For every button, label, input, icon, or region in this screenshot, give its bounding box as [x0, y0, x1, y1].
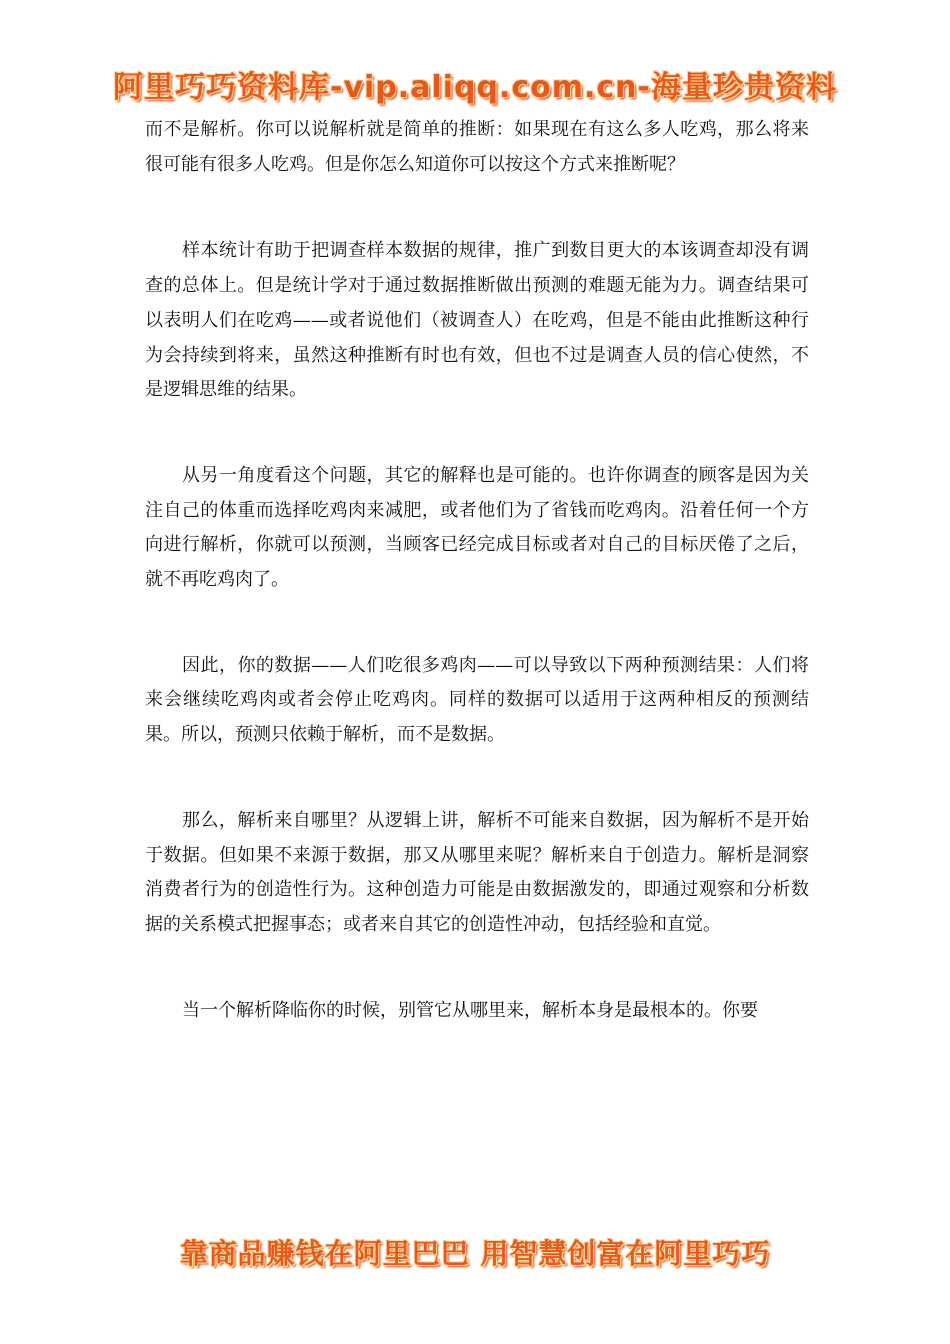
paragraph-3: 从另一角度看这个问题，其它的解释也是可能的。也许你调查的顾客是因为关注自己的体重而选择吃鸡肉来减肥，或者他们为了省钱而吃鸡肉。沿着任何一个方向进行解析，你就可以预测，当顾客已经完成目标或者对自己的目标厌倦了之后，就不再吃鸡肉了。	[145, 464, 809, 591]
paragraph-1: 而不是解析。你可以说解析就是简单的推断：如果现在有这么多人吃鸡，那么将来很可能有很多人吃鸡。但是你怎么知道你可以按这个方式来推断呢？	[145, 119, 809, 175]
header-banner: 阿里巧巧资料库-vip.aliqq.com.cn-海量珍贵资料	[113, 70, 837, 105]
paragraph-4: 因此，你的数据——人们吃很多鸡肉——可以导致以下两种预测结果：人们将来会继续吃鸡肉或者会停止吃鸡肉。同样的数据可以适用于这两种相反的预测结果。所以，预测只依赖于解析，而不是数据。	[145, 654, 809, 746]
paragraph-5: 那么，解析来自哪里？从逻辑上讲，解析不可能来自数据，因为解析不是开始于数据。但如果不来源于数据，那又从哪里来呢？解析来自于创造力。解析是洞察消费者行为的创造性行为。这种创造力可能是由数据激发的，即通过观察和分析数据的关系模式把握事态；或者来自其它的创造性冲动，包括经验和直觉。	[145, 809, 809, 935]
document-body	[145, 113, 809, 1028]
footer-banner: 靠商品赚钱在阿里巴巴 用智慧创富在阿里巧巧	[179, 1237, 771, 1270]
paragraph-6: 当一个解析降临你的时候，别管它从哪里来，解析本身是最根本的。你要	[182, 999, 758, 1021]
paragraph-2: 样本统计有助于把调查样本数据的规律，推广到数目更大的本该调查却没有调查的总体上。但是统计学对于通过数据推断做出预测的难题无能为力。调查结果可以表明人们在吃鸡——或者说他们（被调查人）在吃鸡，但是不能由此推断这种行为会持续到将来，虽然这种推断有时也有效，但也不过是调查人员的信心使然，不是逻辑思维的结果。	[145, 240, 809, 401]
